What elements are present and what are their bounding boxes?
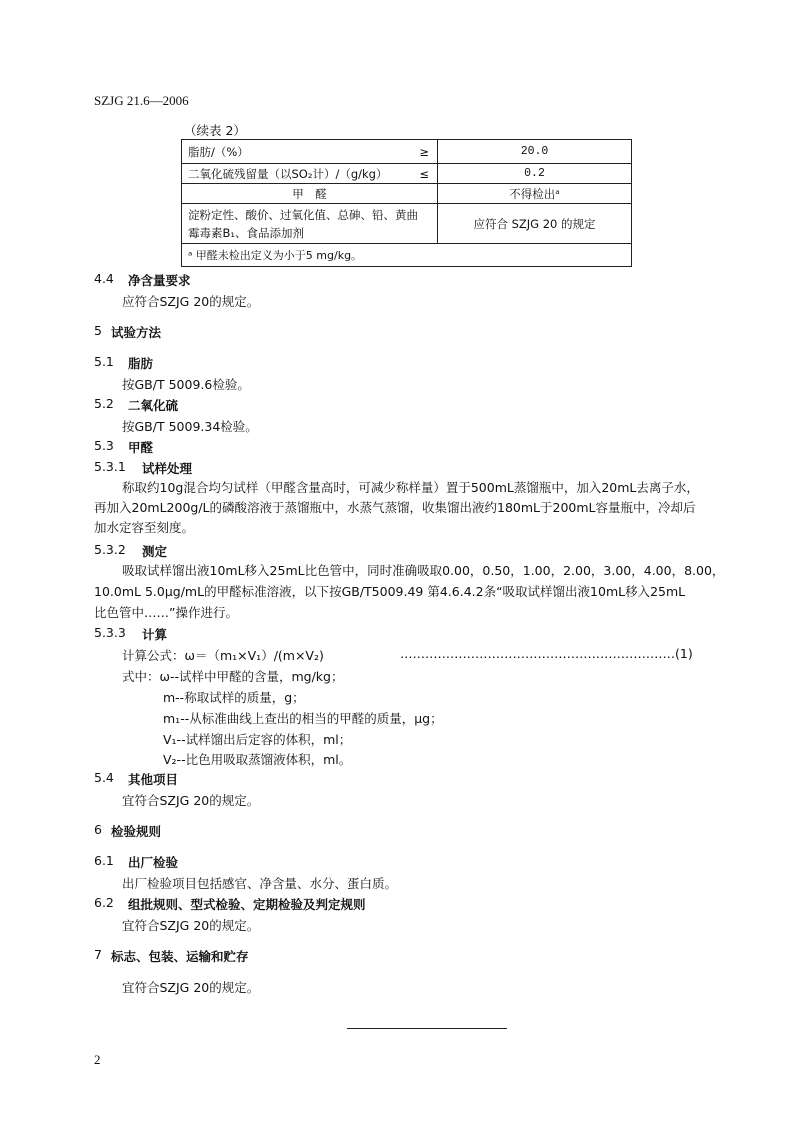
table-cell-item: 二氧化硫残留量（以SO₂计）/（g/kg） [188,166,388,181]
formula-variable: m--称取试样的质量，g； [163,690,305,705]
section-number: 5.4 [94,770,114,785]
table-cell-value: 应符合 SZJG 20 的规定 [473,216,596,231]
table-footnote-row [182,244,631,266]
paragraph: 宜符合SZJG 20的规定。 [122,793,260,808]
table-cell-item: 淀粉定性、酸价、过氧化值、总砷、铅、黄曲 [188,208,418,222]
formula-where: 式中：ω--试样中甲醛的含量，mg/kg； [122,669,344,684]
section-heading: 其他项目 [128,772,179,787]
paragraph-line: 吸取试样馏出液10mL移入25mL比色管中，同时准确吸取0.00，0.50，1.00，2.00，3.00，4.00，8.00， [122,563,725,578]
section-heading: 出厂检验 [128,855,179,870]
formula-variable: V₁--试样馏出后定容的体积，ml； [163,732,352,747]
formula-variable: m₁--从标准曲线上查出的相当的甲醛的质量，μg； [163,711,443,726]
section-number: 4.4 [94,271,114,286]
section-number: 5.3.1 [94,459,126,474]
section-number: 5.3.3 [94,625,126,640]
paragraph: 宜符合SZJG 20的规定。 [122,980,260,995]
formula: 计算公式：ω＝（m₁×V₁）/(m×V₂) [122,648,324,663]
section-heading: 测定 [142,544,168,559]
paragraph-line: 加水定容至刻度。 [94,520,195,535]
paragraph-line: 10.0mL 5.0μg/mL的甲醛标准溶液，以下按GB/T5009.49 第4.6.4.2条“吸取试样馏出液10mL移入25mL [94,584,686,599]
table-footnote: ᵃ 甲醛未检出定义为小于5 mg/kg。 [188,249,363,262]
section-number: 7 [94,947,102,962]
paragraph: 宜符合SZJG 20的规定。 [122,918,260,933]
section-heading: 脂肪 [128,356,154,371]
section-number: 5.1 [94,354,114,369]
table-cell-item: 甲 醛 [292,186,327,201]
section-number: 6.2 [94,895,114,910]
table-cell-value: 0.2 [524,167,545,180]
table-row [182,164,631,184]
section-heading: 计算 [142,627,168,642]
section-heading: 试验方法 [111,325,162,340]
paragraph: 按GB/T 5009.34检验。 [122,419,258,434]
section-heading: 检验规则 [111,824,162,839]
section-heading: 组批规则、型式检验、定期检验及判定规则 [128,897,366,912]
standard-id: SZJG 21.6—2006 [94,93,189,108]
section-heading: 标志、包装、运输和贮存 [111,949,249,964]
table-cell-item: 霉毒素B₁、食品添加剂 [188,226,304,240]
paragraph-line: 比色管中……”操作进行。 [94,605,238,620]
section-heading: 试样处理 [142,461,193,476]
table-cell-symbol: ≥ [419,144,429,159]
table-cell-value: 不得检出ᵃ [509,186,560,201]
section-number: 5.3 [94,438,114,453]
table-row [182,184,631,204]
section-number: 5 [94,323,102,338]
page-number: 2 [94,1052,101,1067]
section-number: 5.2 [94,396,114,411]
formula-number: …………………………………………………………(1) [400,646,693,661]
table-row [182,140,631,164]
end-rule [347,1028,507,1029]
requirements-table [181,139,632,267]
section-heading: 二氧化硫 [128,398,179,413]
table-row [182,204,631,244]
table-cell-item: 脂肪/（%） [188,144,249,159]
paragraph-line: 称取约10g混合均匀试样（甲醛含量高时，可减少称样量）置于500mL蒸馏瓶中，加入20mL去离子水， [122,480,699,495]
table-caption: （续表 2） [184,123,246,138]
paragraph: 按GB/T 5009.6检验。 [122,377,250,392]
paragraph-line: 再加入20mL200g/L的磷酸溶液于蒸馏瓶中，水蒸气蒸馏，收集馏出液约180mL于200mL容量瓶中，冷却后 [94,500,696,515]
table-cell-value: 20.0 [520,145,549,158]
section-number: 5.3.2 [94,542,126,557]
section-heading: 净含量要求 [128,273,191,288]
section-heading: 甲醛 [128,440,154,455]
paragraph: 应符合SZJG 20的规定。 [122,294,260,309]
formula-variable: V₂--比色用吸取蒸馏液体积，ml。 [163,752,352,767]
section-number: 6 [94,822,102,837]
section-number: 6.1 [94,853,114,868]
table-cell-symbol: ≤ [419,166,429,181]
paragraph: 出厂检验项目包括感官、净含量、水分、蛋白质。 [122,876,398,891]
